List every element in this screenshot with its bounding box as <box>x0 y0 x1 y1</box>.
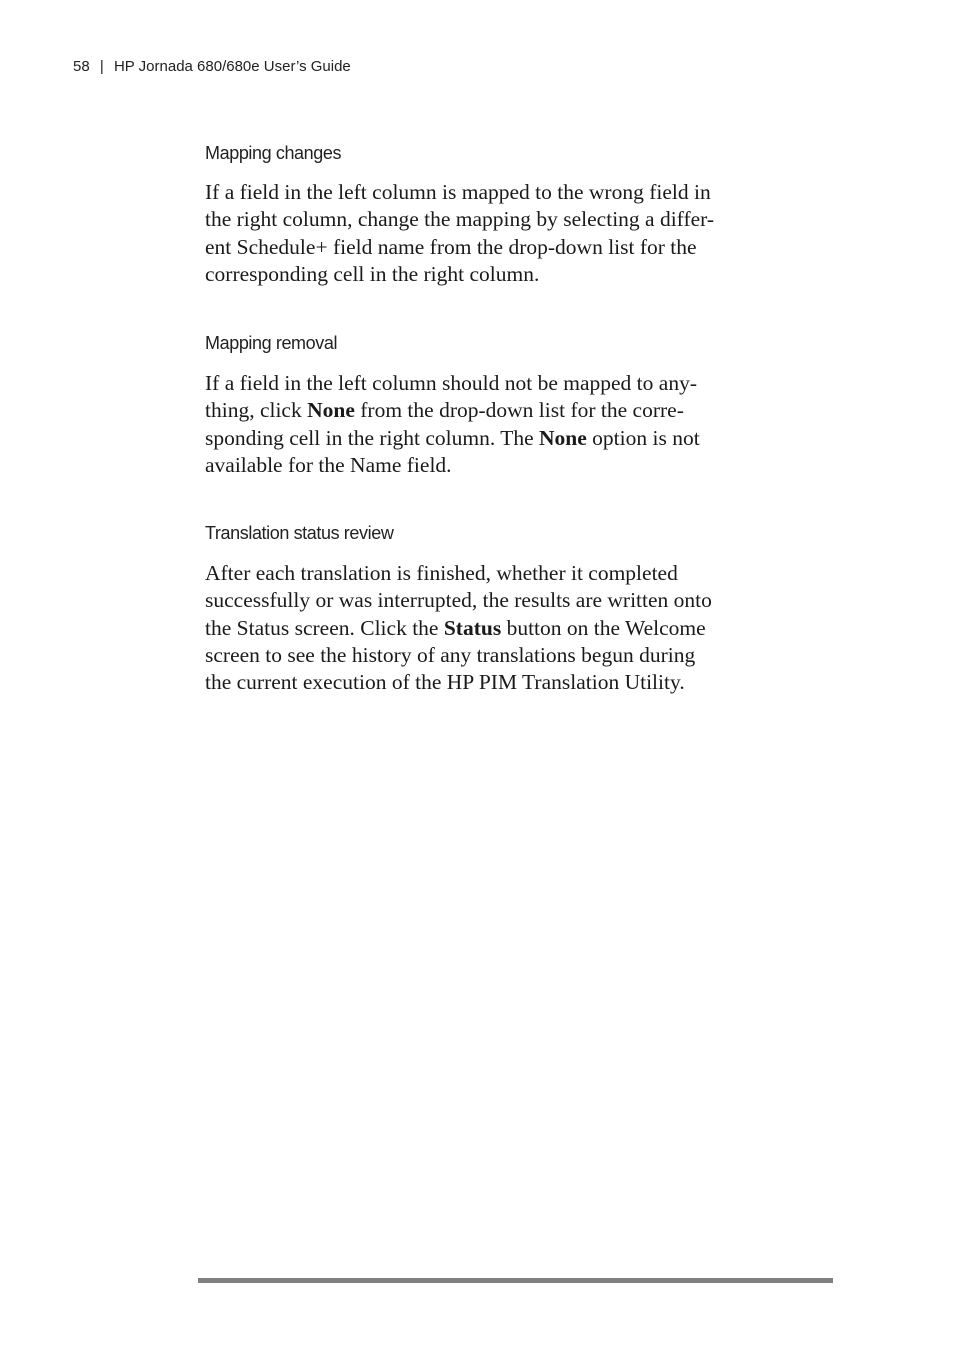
body-text: successfully or was interrupted, the results are written onto <box>205 588 712 613</box>
body-text: After each translation is finished, whether it completed <box>205 561 678 585</box>
running-header <box>73 57 351 77</box>
body-line <box>205 370 830 397</box>
body-line <box>205 560 830 587</box>
footer-rule <box>198 1278 833 1283</box>
body-text: option is not <box>586 425 700 450</box>
body-text: If a field in the left column should not be mapped to any- <box>205 371 697 395</box>
body-text: thing, click <box>205 398 308 423</box>
body-line <box>205 425 830 452</box>
section-heading: Translation status review <box>205 523 394 543</box>
section-body <box>205 560 830 696</box>
body-line <box>205 615 830 642</box>
section-heading: Mapping removal <box>205 333 338 353</box>
body-text: sponding cell in the right column. The <box>205 425 539 450</box>
body-line <box>205 587 830 614</box>
body-text: screen to see the history of any translations begun during <box>205 642 696 667</box>
body-line <box>205 669 830 696</box>
section-body <box>205 370 830 479</box>
body-line: ent Schedule+ field name from the drop-down list for the <box>205 234 697 259</box>
body-line: If a field in the left column is mapped to the wrong field in <box>205 180 711 204</box>
status-button-term: Status <box>443 615 502 640</box>
body-text: the Status screen. Click the <box>205 615 444 640</box>
body-text: available for the Name field. <box>205 452 452 477</box>
body-line: the right column, change the mapping by selecting a differ- <box>205 207 715 232</box>
body-line <box>205 397 830 424</box>
page-number: 58 <box>73 58 90 75</box>
none-option-term: None <box>539 425 587 450</box>
body-line <box>205 452 830 479</box>
none-option-term: None <box>307 398 355 423</box>
section-mapping-removal <box>205 331 830 479</box>
body-text: from the drop-down list for the corre- <box>354 398 684 423</box>
body-text: button on the Welcome <box>501 615 706 640</box>
body-line: corresponding cell in the right column. <box>205 261 540 286</box>
guide-title: HP Jornada 680/680e User’s Guide <box>113 58 351 75</box>
section-translation-status-review <box>205 521 830 696</box>
body-line <box>205 642 830 669</box>
body-text: the current execution of the HP PIM Translation Utility. <box>205 670 685 695</box>
header-separator: | <box>99 58 104 75</box>
section-body <box>205 179 830 288</box>
section-heading: Mapping changes <box>205 143 342 163</box>
section-mapping-changes <box>205 141 830 288</box>
